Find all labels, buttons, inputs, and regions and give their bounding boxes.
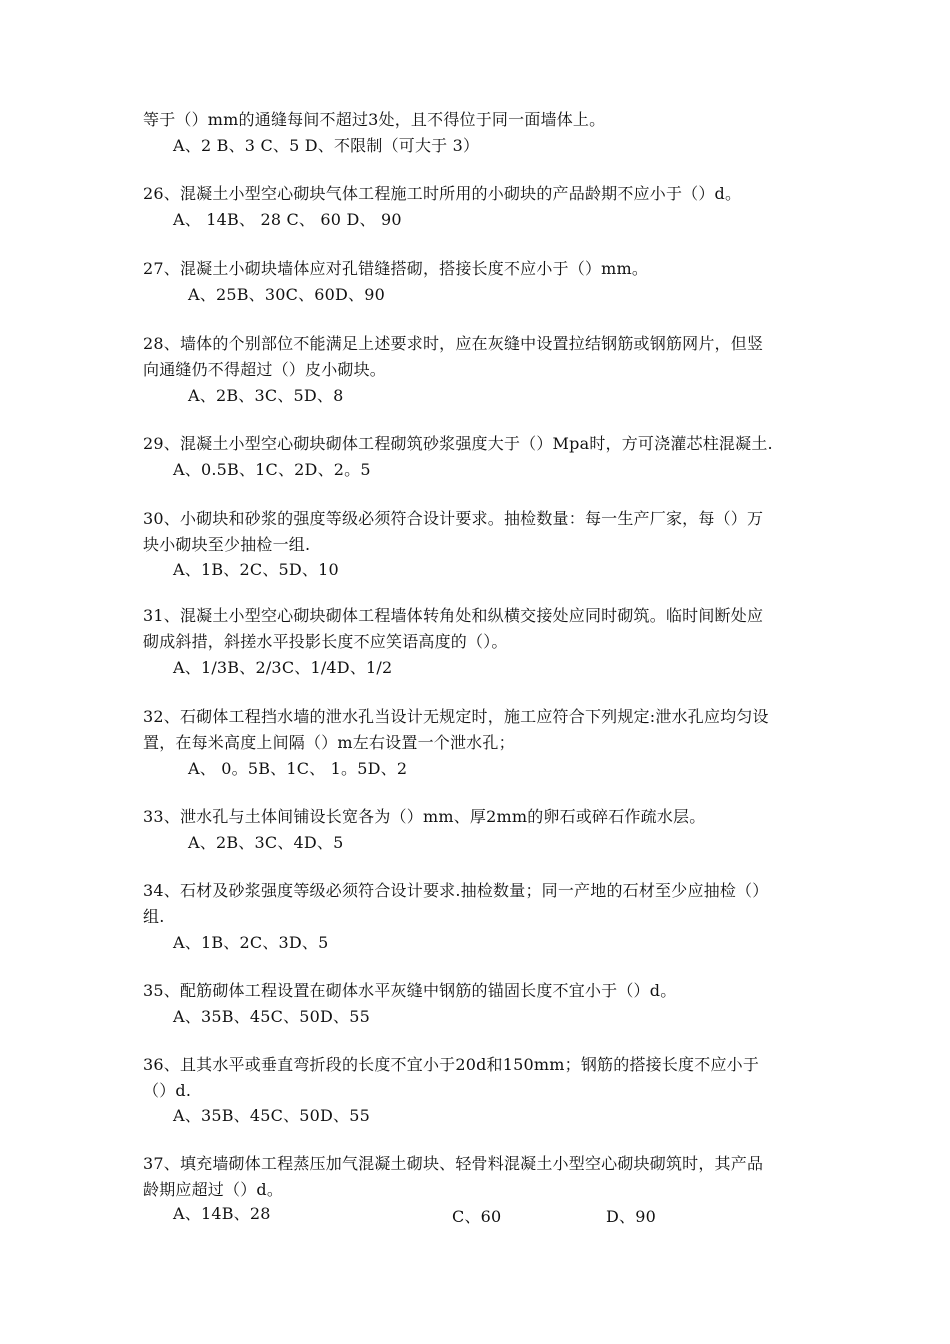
question-31-line-1: 31、混凝土小型空心砌块砌体工程墙体转角处和纵横交接处应同时砌筑。临时间断处应 xyxy=(143,606,764,625)
question-26-options: A、 14B、 28 C、 60 D、 90 xyxy=(173,210,402,229)
question-28-line-2: 向通缝仍不得超过（）皮小砌块。 xyxy=(143,360,387,379)
question-33-options: A、2B、3C、4D、5 xyxy=(188,833,344,852)
question-26-line-1: 26、混凝土小型空心砌块气体工程施工时所用的小砌块的产品龄期不应小于（）d。 xyxy=(143,184,742,203)
question-30-line-2: 块小砌块至少抽检一组. xyxy=(143,535,311,554)
question-28-options: A、2B、3C、5D、8 xyxy=(188,386,344,405)
question-34-line-2: 组. xyxy=(143,907,165,926)
question-34-options: A、1B、2C、3D、5 xyxy=(173,933,329,952)
question-29-line-1: 29、混凝土小型空心砌块砌体工程砌筑砂浆强度大于（）Mpa时，方可浇灌芯柱混凝土. xyxy=(143,434,773,453)
question-32-line-2: 置，在每米高度上间隔（）m左右设置一个泄水孔； xyxy=(143,733,515,752)
question-37-option-c: C、60 xyxy=(452,1207,502,1226)
question-27-options: A、25B、30C、60D、90 xyxy=(188,285,386,304)
question-31-line-2: 砌成斜措，斜搓水平投影长度不应笑语高度的（）。 xyxy=(143,632,508,651)
question-31-options: A、1/3B、2/3C、1/4D、1/2 xyxy=(173,658,393,677)
question-35-line-1: 35、配筋砌体工程设置在砌体水平灰缝中钢筋的锚固长度不宜小于（）d。 xyxy=(143,981,677,1000)
question-30-options: A、1B、2C、5D、10 xyxy=(173,560,339,579)
intro-line: 等于（）mm的通缝每间不超过3处，且不得位于同一面墙体上。 xyxy=(143,110,606,129)
question-36-line-2: （）d. xyxy=(143,1081,192,1100)
question-37-option-ab: A、14B、28 xyxy=(173,1204,271,1223)
question-34-line-1: 34、石材及砂浆强度等级必须符合设计要求.抽检数量；同一产地的石材至少应抽检（） xyxy=(143,881,769,900)
intro-options: A、2 B、3 C、5 D、不限制（可大于 3） xyxy=(173,136,480,155)
question-36-options: A、35B、45C、50D、55 xyxy=(173,1106,371,1125)
question-33-line-1: 33、泄水孔与土体间铺设长宽各为（）mm、厚2mm的卵石或碎石作疏水层。 xyxy=(143,807,706,826)
question-37-line-2: 龄期应超过（）d。 xyxy=(143,1180,284,1199)
question-32-line-1: 32、石砌体工程挡水墙的泄水孔当设计无规定时，施工应符合下列规定:泄水孔应均匀设 xyxy=(143,707,769,726)
question-37-line-1: 37、填充墙砌体工程蒸压加气混凝土砌块、轻骨料混凝土小型空心砌块砌筑时，其产品 xyxy=(143,1154,764,1173)
question-30-line-1: 30、小砌块和砂浆的强度等级必须符合设计要求。抽检数量：每一生产厂家，每（）万 xyxy=(143,509,764,528)
question-27-line-1: 27、混凝土小砌块墙体应对孔错缝搭砌，搭接长度不应小于（）mm。 xyxy=(143,259,649,278)
question-29-options: A、0.5B、1C、2D、2。5 xyxy=(173,460,371,479)
question-28-line-1: 28、墙体的个别部位不能满足上述要求时，应在灰缝中设置拉结钢筋或钢筋网片，但竖 xyxy=(143,334,764,353)
question-36-line-1: 36、且其水平或垂直弯折段的长度不宜小于20d和150mm；钢筋的搭接长度不应小于 xyxy=(143,1055,760,1074)
question-37-option-d: D、90 xyxy=(606,1207,656,1226)
question-32-options: A、 0。5B、1C、 1。5D、2 xyxy=(188,759,408,778)
question-35-options: A、35B、45C、50D、55 xyxy=(173,1007,371,1026)
